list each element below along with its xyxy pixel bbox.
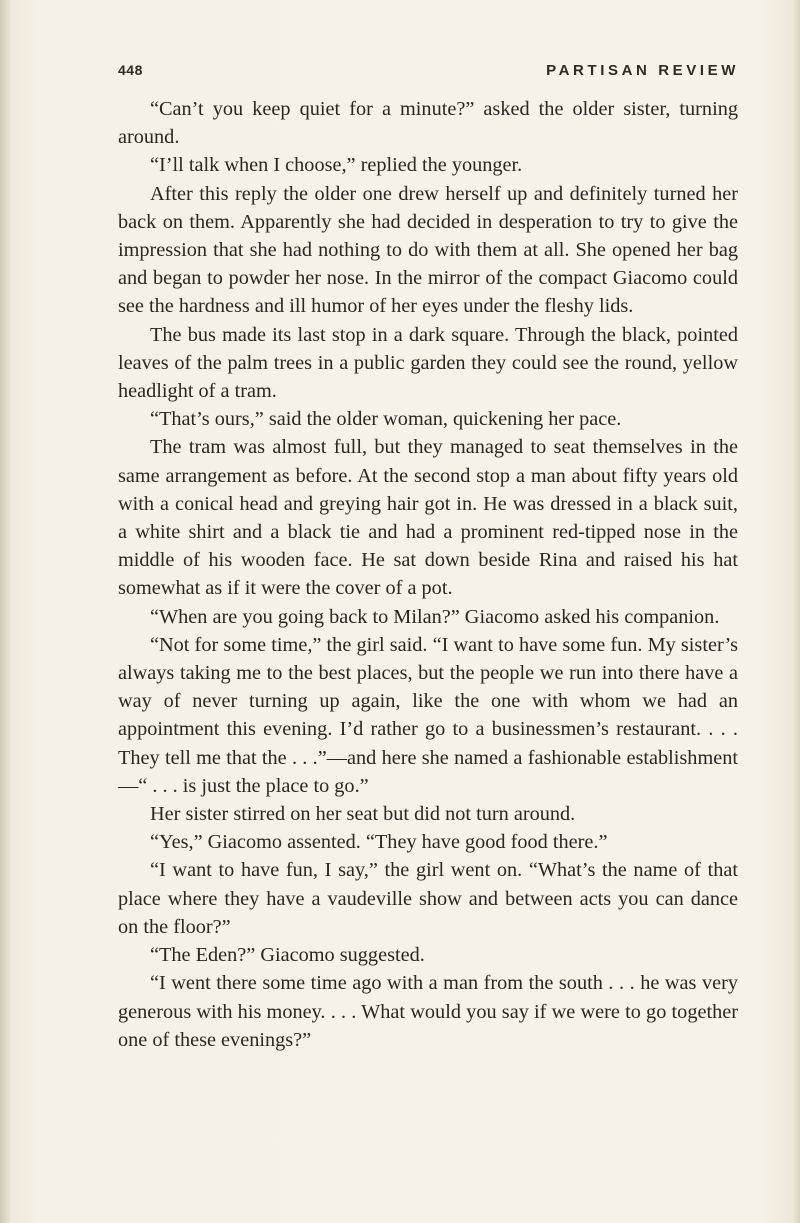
page-right-edge: [792, 0, 800, 1223]
paragraph: “Yes,” Giacomo assented. “They have good food there.”: [150, 831, 608, 854]
paragraph: “Not for some time,” the girl said. “I want to have some fun. My sister’s always taking me to the best places, but the people we run into there have a way of never turning up again, like the one with whom we had an appointment this evening. I’d rather go to a businessmen’s restaurant. . . . They tell me that the . . .”—and here she named a fashionable establishment—“ . . . is just the place to go.”: [118, 633, 738, 797]
paragraph: The tram was almost full, but they managed to seat themselves in the same arrangement as before. At the second stop a man about fifty years old with a conical head and greying hair got in. He was dressed in a black suit, a white shirt and a black tie and had a prominent red-tipped nose in the middle of his wooden face. He sat down beside Rina and raised his hat somewhat as if it were the cover of a pot.: [118, 436, 738, 600]
paragraph: “That’s ours,” said the older woman, quickening her pace.: [150, 408, 622, 431]
page-left-edge: [0, 0, 10, 1223]
paragraph: After this reply the older one drew herself up and definitely turned her back on them. Apparently she had decided in desperation to try to give the impression that she had nothing to do with them at all. She opened her bag and began to powder her nose. In the mirror of the compact Giacomo could see the hardness and ill humor of her eyes under the fleshy lids.: [118, 182, 738, 318]
page-number: 448: [118, 62, 143, 78]
body-text: [118, 95, 738, 1054]
paragraph: The bus made its last stop in a dark square. Through the black, pointed leaves of the palm trees in a public garden they could see the round, yellow headlight of a tram.: [118, 323, 738, 403]
paragraph: Her sister stirred on her seat but did not turn around.: [150, 803, 576, 826]
running-head: [118, 62, 739, 82]
paragraph: “Can’t you keep quiet for a minute?” asked the older sister, turning around.: [118, 98, 738, 149]
paragraph: “I’ll talk when I choose,” replied the younger.: [150, 154, 523, 177]
paragraph: “I want to have fun, I say,” the girl went on. “What’s the name of that place where they have a vaudeville show and between acts you can dance on the floor?”: [118, 859, 738, 938]
paragraph: “When are you going back to Milan?” Giacomo asked his companion.: [150, 605, 720, 628]
paragraph: “I went there some time ago with a man from the south . . . he was very generous with his money. . . . What would you say if we were to go together one of these evenings?”: [118, 972, 738, 1051]
paragraph: “The Eden?” Giacomo suggested.: [150, 944, 425, 967]
journal-title: PARTISAN REVIEW: [546, 62, 739, 79]
